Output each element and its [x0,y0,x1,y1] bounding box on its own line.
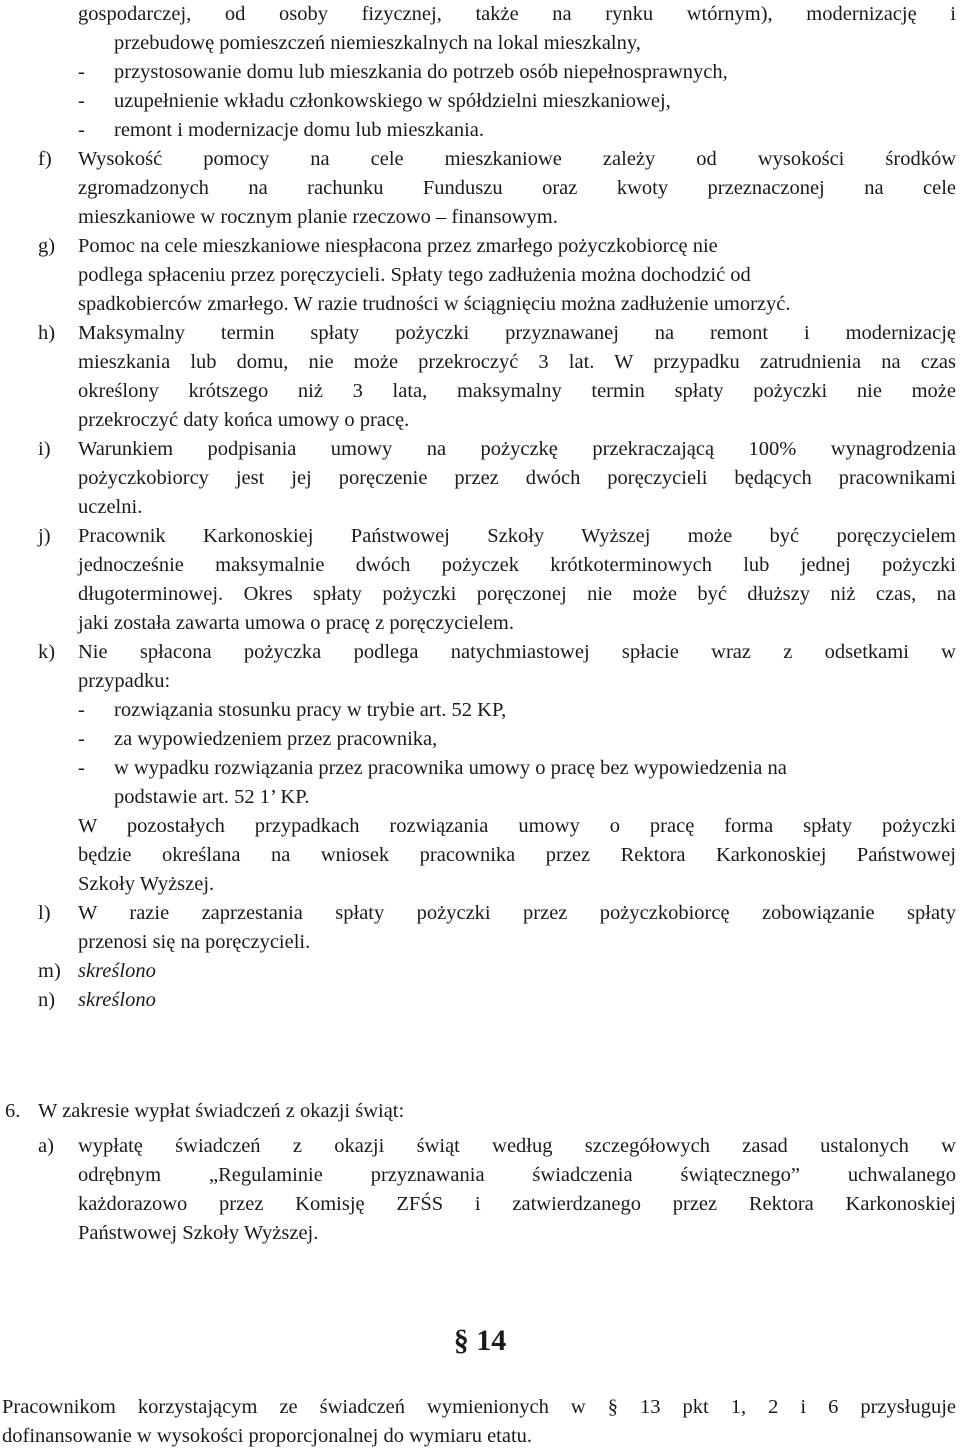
text-line: Pracownikom korzystającym ze świadczeń wymienionych w § 13 pkt 1, 2 i 6 przysługuje [2,1396,956,1418]
list-dash: - [78,728,85,750]
text-line: remont i modernizacje domu lub mieszkania. [114,119,485,141]
item-marker: j) [38,525,51,547]
paragraph-heading: § 14 [453,1324,507,1357]
text-line: przebudowę pomieszczeń niemieszkalnych na lokal mieszkalny, [114,32,641,54]
struck-note: skreślono [78,960,156,982]
text-line: będzie określana na wniosek pracownika przez Rektora Karkonoskiej Państwowej [78,844,956,866]
text-line: Szkoły Wyższej. [78,873,215,895]
text-line: zgromadzonych na rachunku Funduszu oraz kwoty przeznaczonej na cele [78,177,956,199]
text-line: Wysokość pomocy na cele mieszkaniowe zależy od wysokości środków [78,148,956,170]
text-line: przypadku: [78,670,171,692]
list-dash: - [78,90,85,112]
list-dash: - [78,119,85,141]
item-marker: l) [38,902,51,924]
text-line: spadkobierców zmarłego. W razie trudności w ściągnięciu można zadłużenie umorzyć. [78,293,791,315]
text-line: Pracownik Karkonoskiej Państwowej Szkoły Wyższej może być poręczycielem [78,525,956,547]
text-line: W razie zaprzestania spłaty pożyczki przez pożyczkobiorcę zobowiązanie spłaty [78,902,956,924]
section-number: 6. [5,1100,21,1122]
item-marker: a) [38,1135,54,1157]
list-dash: - [78,61,85,83]
text-line: W pozostałych przypadkach rozwiązania umowy o pracę forma spłaty pożyczki [78,815,956,837]
text-line: mieszkania lub domu, nie może przekroczyć 3 lat. W przypadku zatrudnienia na czas [78,351,956,373]
item-marker: k) [38,641,56,663]
text-line: uczelni. [78,496,143,518]
text-line: Nie spłacona pożyczka podlega natychmiastowej spłacie wraz z odsetkami w [78,641,956,663]
item-marker: i) [38,438,51,460]
text-line: każdorazowo przez Komisję ZFŚS i zatwierdzanego przez Rektora Karkonoskiej [78,1193,956,1215]
text-line: przekroczyć daty końca umowy o pracę. [78,409,410,431]
text-line: przenosi się na poręczycieli. [78,931,311,953]
text-line: jednocześnie maksymalnie dwóch pożyczek krótkoterminowych lub jednej pożyczki [78,554,956,576]
text-line: za wypowiedzeniem przez pracownika, [114,728,438,750]
text-line: podlega spłaceniu przez poręczycieli. Spłaty tego zadłużenia można dochodzić od [78,264,751,286]
text-line: dofinansowanie w wysokości proporcjonalnej do wymiaru etatu. [2,1425,533,1447]
text-line: podstawie art. 52 1’ KP. [114,786,310,808]
text-line: określony krótszego niż 3 lata, maksymalny termin spłaty pożyczki nie może [78,380,956,402]
item-marker: m) [38,960,61,982]
text-line: Maksymalny termin spłaty pożyczki przyznawanej na remont i modernizację [78,322,956,344]
text-line: Pomoc na cele mieszkaniowe niespłacona przez zmarłego pożyczkobiorcę nie [78,235,718,257]
text-line: pożyczkobiorcy jest jej poręczenie przez dwóch poręczycieli będących pracownikami [78,467,956,489]
list-dash: - [78,757,85,779]
text-line: długoterminowej. Okres spłaty pożyczki poręczonej nie może być dłuższy niż czas, na [78,583,956,605]
text-line: Państwowej Szkoły Wyższej. [78,1222,319,1244]
text-line: wypłatę świadczeń z okazji świąt według szczegółowych zasad ustalonych w [78,1135,956,1157]
item-marker: n) [38,989,56,1011]
struck-note: skreślono [78,989,156,1011]
item-marker: g) [38,235,56,257]
text-line: jaki została zawarta umowa o pracę z poręczycielem. [78,612,514,634]
item-marker: h) [38,322,56,344]
text-line: przystosowanie domu lub mieszkania do potrzeb osób niepełnosprawnych, [114,61,728,83]
text-line: mieszkaniowe w rocznym planie rzeczowo – finansowym. [78,206,558,228]
list-dash: - [78,699,85,721]
text-line: uzupełnienie wkładu członkowskiego w spółdzielni mieszkaniowej, [114,90,671,112]
text-line: w wypadku rozwiązania przez pracownika umowy o pracę bez wypowiedzenia na [114,757,787,779]
text-line: Warunkiem podpisania umowy na pożyczkę przekraczającą 100% wynagrodzenia [78,438,956,460]
text-line: rozwiązania stosunku pracy w trybie art. 52 KP, [114,699,507,721]
section-heading: W zakresie wypłat świadczeń z okazji świąt: [38,1100,405,1122]
text-line: odrębnym „Regulaminie przyznawania świadczenia świątecznego” uchwalanego [78,1164,956,1186]
text-line: gospodarczej, od osoby fizycznej, także na rynku wtórnym), modernizację i [78,3,956,25]
item-marker: f) [38,148,52,170]
